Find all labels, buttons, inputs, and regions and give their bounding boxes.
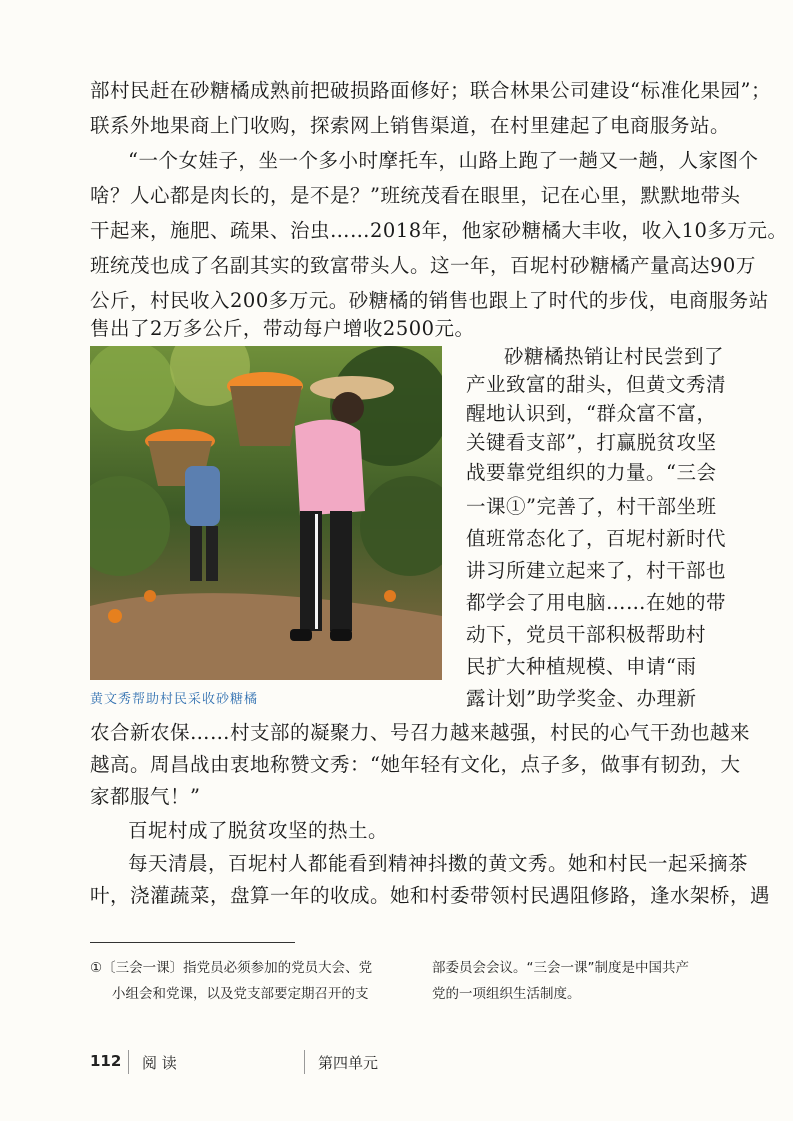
footnote-line: 小组会和党课，以及党支部要定期召开的支 [112,986,369,1002]
side-line: 一课①”完善了，村干部坐班 [466,495,717,518]
photo-caption: 黄文秀帮助村民采收砂糖橘 [90,692,259,707]
side-line: 动下，党员干部积极帮助村 [466,623,707,646]
footer-unit: 第四单元 [318,1054,379,1072]
body-line: 班统茂也成了名副其实的致富带头人。这一年，百坭村砂糖橘产量高达90万 [90,254,756,277]
footnote-line: 党的一项组织生活制度。 [432,986,581,1002]
footnote-line: ①〔三会一课〕指党员必须参加的党员大会、党 [90,960,373,976]
body-line: 百坭村成了脱贫攻坚的热土。 [128,819,389,842]
footer-section: 阅 读 [142,1054,177,1072]
side-line: 产业致富的甜头，但黄文秀清 [466,373,727,396]
body-line: 叶，浇灌蔬菜，盘算一年的收成。她和村委带领村民遇阻修路，逢水架桥，遇 [90,884,771,907]
body-line: 干起来，施肥、疏果、治虫……2018年，他家砂糖橘大丰收，收入10多万元。 [90,219,788,242]
body-line: 每天清晨，百坭村人都能看到精神抖擞的黄文秀。她和村民一起采摘茶 [128,852,749,875]
side-line: 战要靠党组织的力量。“三会 [466,461,717,484]
side-line: 醒地认识到，“群众富不富， [466,402,717,425]
body-line: 啥？人心都是肉长的，是不是？”班统茂看在眼里，记在心里，默默地带头 [90,184,741,207]
page-number: 112 [90,1052,122,1070]
body-line: 家都服气！” [90,785,201,808]
footnote-divider [90,942,295,943]
side-line: 砂糖橘热销让村民尝到了 [504,345,725,368]
body-line: 农合新农保……村支部的凝聚力、号召力越来越强，村民的心气干劲也越来 [90,721,751,744]
body-line: 越高。周昌战由衷地称赞文秀：“她年轻有文化，点子多，做事有韧劲，大 [90,753,741,776]
side-line: 民扩大种植规模、申请“雨 [466,655,697,678]
footer-divider [304,1050,305,1074]
body-line: 公斤，村民收入200多万元。砂糖橘的销售也跟上了时代的步伐，电商服务站 [90,289,769,312]
footer-divider [128,1050,129,1074]
photo-orange-harvest [90,346,442,680]
footnote-line: 部委员会会议。“三会一课”制度是中国共产 [432,960,689,976]
body-line: “一个女娃子，坐一个多小时摩托车，山路上跑了一趟又一趟，人家图个 [128,149,759,172]
side-line: 讲习所建立起来了，村干部也 [466,559,727,582]
body-line: 售出了2万多公斤，带动每户增收2500元。 [90,317,475,340]
body-line: 部村民赶在砂糖橘成熟前把破损路面修好；联合林果公司建设“标准化果园”； [90,79,771,102]
side-line: 值班常态化了，百坭村新时代 [466,527,727,550]
side-line: 关键看支部”，打赢脱贫攻坚 [466,431,717,454]
side-line: 露计划”助学奖金、办理新 [466,687,697,710]
side-line: 都学会了用电脑……在她的带 [466,591,727,614]
body-line: 联系外地果商上门收购，探索网上销售渠道，在村里建起了电商服务站。 [90,114,731,137]
